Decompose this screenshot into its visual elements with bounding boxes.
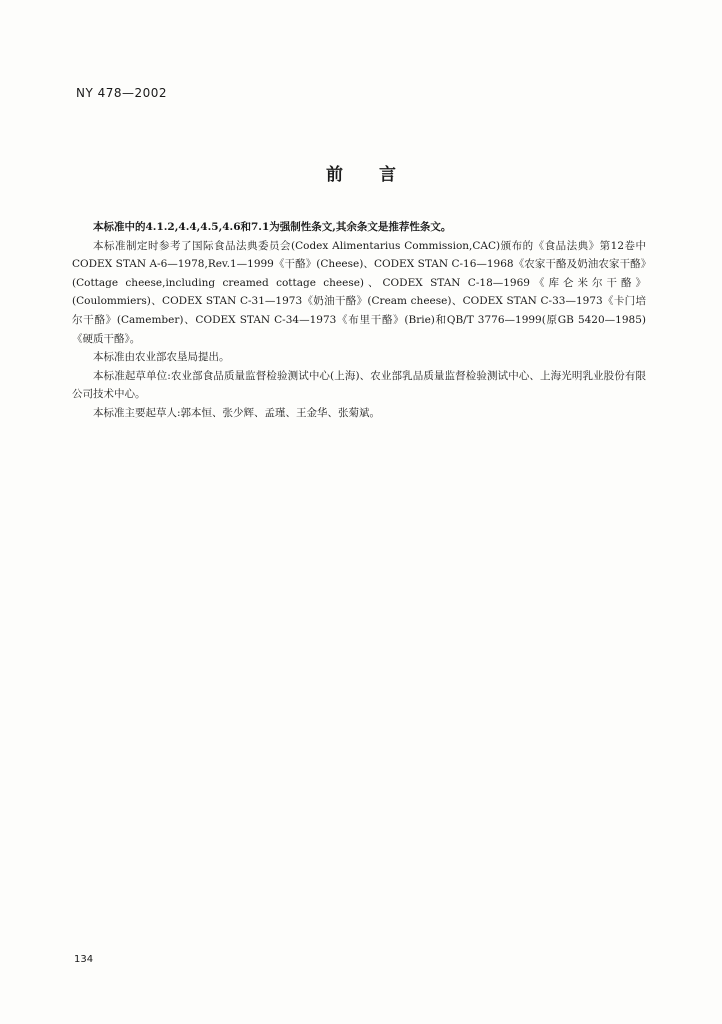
standard-code: NY 478—2002 <box>76 86 168 100</box>
paragraph-proposer: 本标准由农业部农垦局提出。 <box>93 351 230 364</box>
page-title: 前言 <box>326 165 432 185</box>
paragraph-mandatory-clauses: 本标准中的4.1.2,4.4,4.5,4.6和7.1为强制性条文,其余条文是推荐性条文。 <box>93 221 452 233</box>
page-number: 134 <box>74 954 94 965</box>
paragraph-references: 本标准制定时参考了国际食品法典委员会(Codex Alimentarius Commission,CAC)颁布的《食品法典》第12卷中CODEX STAN A-6—1978,Rev.1—1999《干酪》(Cheese)、CODEX STAN C-16—1968《农家干酪及奶油农家干酪》(Cottage cheese,including creamed cottage cheese)、CODEX STAN C-18—1969《库仑米尔干酪》(Coulommiers)、CODEX STAN C-31—1973《奶油干酪》(Cream cheese)、CODEX STAN C-33—1973《卡门培尔干酪》(Camember)、CODEX STAN C-34—1973《布里干酪》(Brie)和QB/T 3776—1999(原GB 5420—1985)《硬质干酪》。 <box>72 239 646 345</box>
foreword-body <box>72 218 646 423</box>
paragraph-drafting-units: 本标准起草单位:农业部食品质量监督检验测试中心(上海)、农业部乳品质量监督检验测试中心、上海光明乳业股份有限公司技术中心。 <box>72 369 646 401</box>
paragraph-drafters: 本标准主要起草人:郭本恒、张少辉、孟瑾、王金华、张菊斌。 <box>93 406 381 419</box>
scan-artifact <box>190 938 520 956</box>
